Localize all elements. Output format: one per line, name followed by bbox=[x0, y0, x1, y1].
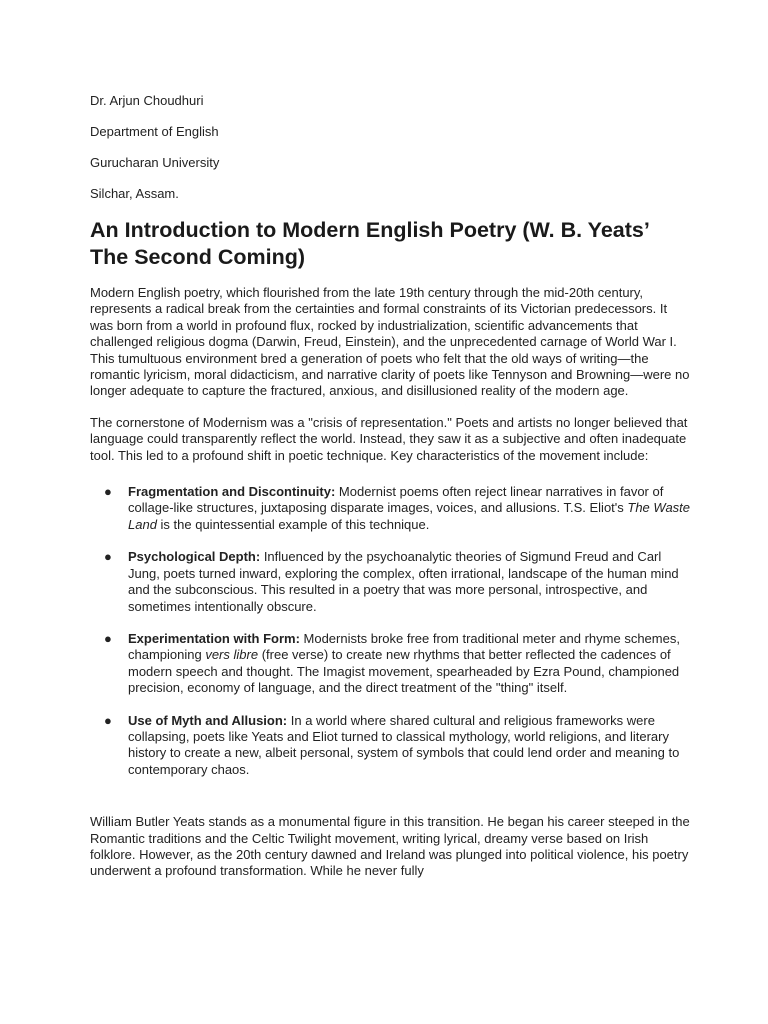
list-item-text: Influenced by the psychoanalytic theories of Sigmund Freud and Carl Jung, poets turned inward, exploring the complex, often irrational, landscape of the human mind and the subconscious. This resulted in a poetry that was more personal, introspective, and sometimes intentionally obscure. bbox=[128, 549, 679, 614]
author-location: Silchar, Assam. bbox=[90, 186, 179, 201]
document-title: An Introduction to Modern English Poetry (W. B. Yeats’ The Second Coming) bbox=[90, 218, 649, 269]
bullet-icon: ● bbox=[104, 549, 112, 565]
list-item bbox=[90, 631, 690, 697]
list-item-italic: The Waste Land bbox=[128, 500, 691, 532]
author-university: Gurucharan University bbox=[90, 155, 220, 170]
list-item-italic: vers libre bbox=[205, 647, 259, 663]
modernism-paragraph: The cornerstone of Modernism was a "crisis of representation." Poets and artists no longer believed that language could transparently reflect the world. Instead, they saw it as a subjective and often inadequate tool. This led to a profound shift in poetic technique. Key characteristics of the movement include: bbox=[90, 414, 688, 463]
bullet-icon: ● bbox=[104, 484, 112, 500]
list-item-text: In a world where shared cultural and religious frameworks were collapsing, poets like Yeats and Eliot turned to classical mythology, world religions, and literary history to create a new, albeit personal, system of symbols that could lend order and meaning to contemporary chaos. bbox=[128, 712, 680, 777]
list-item-text: Modernists broke free from traditional meter and rhyme schemes, championing bbox=[128, 630, 680, 663]
list-item-term: Fragmentation and Discontinuity: bbox=[128, 484, 336, 500]
author-department: Department of English bbox=[90, 124, 219, 139]
document-page bbox=[90, 93, 690, 880]
list-item bbox=[90, 549, 690, 615]
bullet-icon: ● bbox=[104, 712, 112, 728]
author-name: Dr. Arjun Choudhuri bbox=[90, 93, 204, 108]
yeats-paragraph: William Butler Yeats stands as a monumental figure in this transition. He began his career steeped in the Romantic traditions and the Celtic Twilight movement, writing lyrical, dreamy verse based on Irish folklore. However, as the 20th century dawned and Ireland was plunged into political violence, his poetry underwent a profound transformation. While he never fully bbox=[90, 814, 690, 879]
list-item bbox=[90, 713, 690, 779]
list-item bbox=[90, 484, 690, 533]
list-item-term: Psychological Depth: bbox=[128, 549, 261, 565]
list-item-term: Use of Myth and Allusion: bbox=[128, 712, 288, 728]
list-item-text-end: (free verse) to create new rhythms that better reflected the cadences of modern speech and thought. The Imagist movement, spearheaded by Ezra Pound, championed precision, economy of language, and the direct treatment of the "thing" itself. bbox=[128, 647, 680, 696]
list-item-text-end: is the quintessential example of this technique. bbox=[156, 516, 430, 532]
list-item-term: Experimentation with Form: bbox=[128, 630, 300, 646]
list-item-text: Modernist poems often reject linear narratives in favor of collage-like structures, juxtaposing disparate images, voices, and allusions. T.S. Eliot's bbox=[128, 484, 664, 516]
intro-paragraph: Modern English poetry, which flourished from the late 19th century through the mid-20th century, represents a radical break from the certainties and formal constraints of its Victorian predecessors. It was born from a world in profound flux, rocked by industrialization, scientific advancements that challenged religious dogma (Darwin, Freud, Einstein), and the unprecedented carnage of World War I. This tumultuous environment bred a generation of poets who felt that the old ways of writing—the romantic lyricism, moral didacticism, and narrative clarity of poets like Tennyson and Browning—were no longer adequate to capture the fractured, anxious, and disillusioned reality of the modern age. bbox=[90, 285, 690, 399]
bullet-icon: ● bbox=[104, 630, 112, 646]
characteristics-list bbox=[90, 484, 690, 778]
